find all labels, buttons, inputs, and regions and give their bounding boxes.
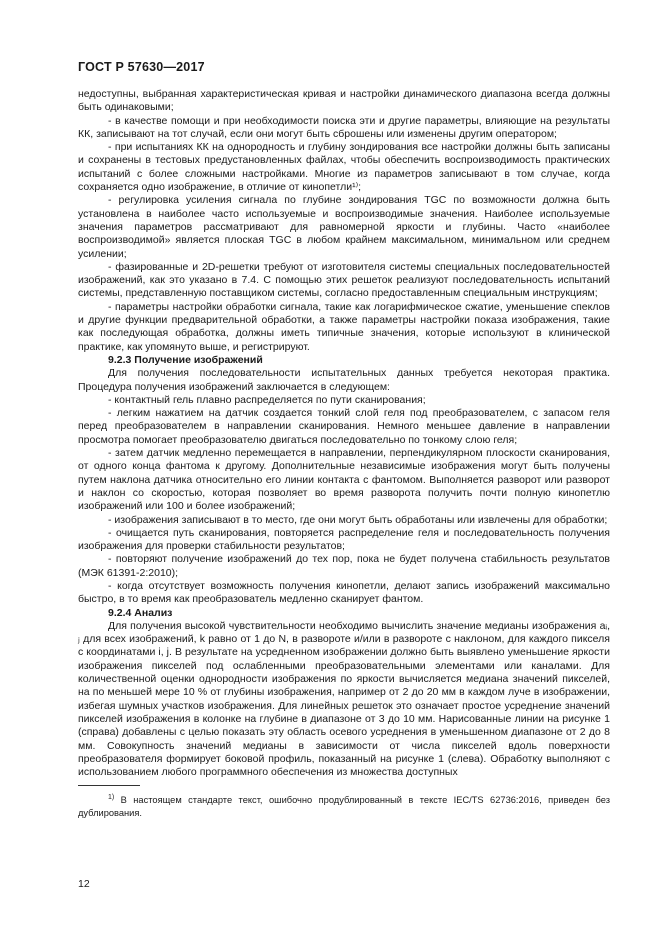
- paragraph: - фазированные и 2D-решетки требуют от изготовителя системы специальных последовательностей изображений, как это указано в 7.4. С помощью этих решеток реализуют последовательность испытаний системы, представленную поставщиком системы, согласно предоставленным специальным инструкциям;: [78, 260, 610, 300]
- paragraph: - очищается путь сканирования, повторяется распределение геля и последовательность получения изображения для проверки стабильности результатов;: [78, 526, 610, 553]
- paragraph: - повторяют получение изображений до тех пор, пока не будет получена стабильность результатов (МЭК 61391-2:2010);: [78, 553, 610, 579]
- footnote-separator: [78, 785, 140, 786]
- paragraph: Для получения последовательности испытательных данных требуется некоторая практика. Процедура получения изображений заключается в следующем:: [78, 367, 610, 393]
- paragraph: - изображения записывают в то место, где они могут быть обработаны или извлечены для обработки;: [108, 513, 608, 526]
- section-heading: 9.2.3 Получение изображений: [108, 353, 263, 366]
- document-body: [78, 88, 610, 779]
- paragraph: - контактный гель плавно распределяется по пути сканирования;: [108, 393, 426, 406]
- paragraph: - когда отсутствует возможность получения кинопетли, делают запись изображений максимально быстро, в то время как преобразователь медленно сканирует фантом.: [78, 579, 610, 606]
- section-heading: 9.2.4 Анализ: [108, 606, 173, 619]
- paragraph: - регулировка усиления сигнала по глубине зондирования TGC по возможности должна быть установлена в наиболее часто используемые и воспроизводимые значения. Наиболее используемые значения параметров рассматривают для равномерной яркости и глубины. Часто «наиболее воспроизводимой» является плоская TGC в любом крайнем максимальном, минимальном или среднем усилении;: [78, 194, 610, 260]
- paragraph: Для получения высокой чувствительности необходимо вычислить значение медианы изображения aᵢ, ⱼ для всех изображений, k равно от 1 до N, в развороте и/или в развороте с наклоном, для каждого пикселя с координатами i, j. В результате на усредненном изображении должно быть выявлено уменьшение яркости изображения пикселей под ослабленными преобразовательными элементами или каналами. Для количественной оценки однородности изображения по яркости вычисляется медиана значений пикселей, на по меньшей мере 10 % от глубины изображения, например от 2 до 20 мм в каждом луче в изображении, избегая шумных участков изображения. Для линейных решеток это означает простое усреднение значений пикселей изображения в колонке на глубине в диапазоне от 3 до 10 мм. Нарисованные линии на рисунке 1 (справа) добавлены с целью показать эту область осевого усреднения в уменьшенном диапазоне от 2 до 8 мм. Совокупность значений медианы в зависимости от числа пикселей вдоль поверхности преобразователя формирует боковой профиль, показанный на рисунке 1 (слева). Обработку выполняют с использованием любого программного обеспечения из множества доступных: [78, 619, 610, 779]
- paragraph: - легким нажатием на датчик создается тонкий слой геля под преобразователем, с запасом геля перед преобразователем в направлении сканирования. Немного меньшее давление в направлении просмотра помогает преобразователю двигаться последовательно по тонкому слою геля;: [78, 407, 610, 446]
- paragraph: недоступны, выбранная характеристическая кривая и настройки динамического диапазона всегда должны быть одинаковыми;: [78, 88, 610, 114]
- paragraph: - затем датчик медленно перемещается в направлении, перпендикулярном плоскости сканирования, от одного конца фантома к другому. Дополнительные независимые изображения могут быть получены путем наклона датчика относительно его линии контакта с фантомом. Выполняется разворот или разворот и наклон со скоростью, которая позволяет во время разворота получить почти полную кинопетлю изображений или 100 и более изображений;: [78, 447, 610, 513]
- standard-header: ГОСТ Р 57630—2017: [78, 60, 205, 74]
- footnote-text: В настоящем стандарте текст, ошибочно продублированный в тексте IEC/TS 62736:2016, приведен без дублирования.: [78, 795, 610, 818]
- document-page: [78, 60, 610, 819]
- footnote: [78, 792, 610, 818]
- paragraph: - в качестве помощи и при необходимости поиска эти и другие параметры, влияющие на результаты КК, записывают на тот случай, если они могут быть сброшены или изменены другим оператором;: [78, 114, 610, 140]
- footnote-mark: 1): [108, 794, 115, 802]
- paragraph: - при испытаниях КК на однородность и глубину зондирования все настройки должны быть записаны и сохранены в тестовых предустановленных файлах, чтобы обеспечить воспроизводимость практических испытаний с более сложными настройками. Многие из параметров записывают в том случае, когда сохраняется одно изображение, в отличие от кинопетли¹⁾;: [78, 141, 610, 194]
- paragraph: - параметры настройки обработки сигнала, такие как логарифмическое сжатие, уменьшение спеклов и другие функции предварительной обработки, а также параметры настройки показа изображения, такие как последующая обработка, должны иметь типичные значения, которые используют в клинической практике, как упомянуто выше, и регистрируют.: [78, 300, 610, 353]
- page-number: 12: [78, 878, 90, 890]
